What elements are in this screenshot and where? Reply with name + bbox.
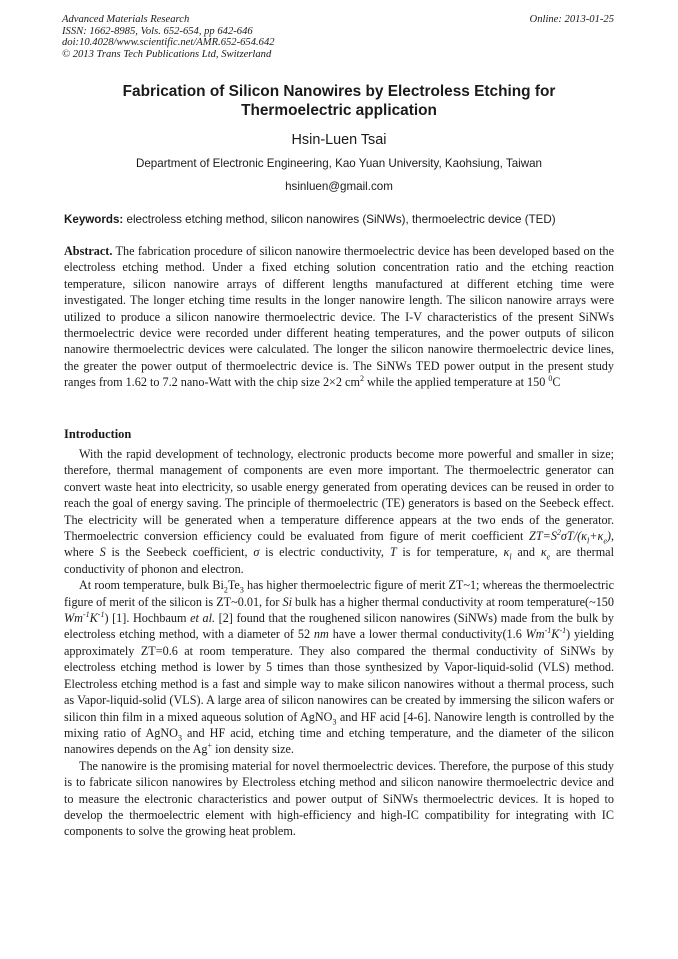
- intro-p2-sub-3: 3: [332, 716, 337, 726]
- et-al: et al.: [190, 611, 216, 626]
- intro-p2-text-g: have a lower thermal conductivity(1.6: [328, 627, 526, 642]
- intro-p2-sub-2: 3: [239, 585, 244, 595]
- symbol-t: T: [389, 545, 397, 560]
- unit-2-sup-2: -1: [559, 626, 567, 636]
- introduction-body: [64, 446, 614, 840]
- copyright-line: © 2013 Trans Tech Publications Ltd, Switzerland: [62, 48, 272, 60]
- section-heading-introduction: Introduction: [64, 427, 132, 441]
- abstract-sup-2: 0: [548, 374, 553, 384]
- formula-sup: 2: [556, 527, 561, 537]
- unit-1-sup-1: -1: [82, 610, 90, 619]
- keywords-text: electroless etching method, silicon nanowires (SiNWs), thermoelectric device (TED): [123, 213, 556, 226]
- author-email: hsinluen@gmail.com: [285, 180, 393, 193]
- intro-p2-sub-4: 3: [177, 733, 182, 743]
- symbol-si: Si: [282, 594, 292, 609]
- symbol-kappa-l-sub: l: [509, 552, 512, 562]
- intro-paragraph-2: [64, 577, 614, 757]
- formula-part-c: +κ: [589, 529, 604, 544]
- intro-p2-text-c: has higher thermoelectric figure of merit ZT~1; whereas the thermoelectric figure of merit of the silicon is ZT~0.01, for: [64, 578, 614, 609]
- paper-title: Fabrication of Silicon Nanowires by Electroless Etching for Thermoelectric application: [122, 83, 556, 119]
- intro-paragraph-3: The nanowire is the promising material for novel thermoelectric devices. Therefore, the purpose of this study is to fabricate silicon nanowires by Electroless etching method and silicon nanowire thermoelectric device and to measure the electronic characteristics and power output of SiNWs thermoelectric devices. It is hoped to develop the thermoelectric element with high-efficiency and high-IC compatibility for integrating with IC components to solve the growing heat problem.: [64, 758, 614, 839]
- unit-2-a: Wm: [525, 627, 545, 642]
- keywords-line: [64, 213, 624, 227]
- formula-part-d: ): [606, 529, 611, 544]
- intro-p2-text-d: bulk has a higher thermal conductivity at room temperature(~150: [291, 594, 614, 609]
- unit-2: [526, 627, 566, 641]
- intro-p2-text-j: and HF acid, etching time and etching temperature, and the diameter of the silicon nanowires depends on the Ag: [64, 725, 614, 757]
- abstract-label: Abstract.: [64, 244, 113, 258]
- unit-1-a: Wm: [64, 611, 83, 626]
- abstract-text-2: while the applied temperature at 150: [363, 375, 549, 390]
- intro-p1-text-e: is for temperature,: [396, 545, 504, 560]
- journal-header: [62, 14, 275, 60]
- formula-part-b: σT/(κ: [560, 529, 588, 544]
- intro-p1-text-c: is the Seebeck coefficient,: [105, 545, 254, 560]
- abstract-text-1: The fabrication procedure of silicon nanowire thermoelectric device has been developed based on the electroless etching method. Under a fixed etching solution concentration ratio and the etching reaction temperature, silicon nanowire arrays of different lengths manufactured at different etching time were investigated. The longer etching time results in the longer nanowire length. The silicon nanowire arrays were utilized to produce a silicon nanowire thermoelectric device. The I-V characteristics of the present SiNWs thermoelectric device were recorded under different heating temperatures, and the power outputs of silicon nanowire thermoelectric devices were calculated. The longer the silicon nanowire thermoelectric device lines, the greater the power output of thermoelectric device is. The SiNWs TED power output in the present study ranges from 1.62 to 7.2 nano-Watt with the chip size 2×2 cm: [64, 244, 614, 390]
- abstract-sup-1: 2: [359, 374, 364, 384]
- symbol-kappa-l: κ: [503, 545, 510, 560]
- unit-nm: nm: [313, 627, 329, 642]
- intro-p1-text-d: is electric conductivity,: [259, 545, 390, 560]
- intro-p2-sub-1: 2: [223, 585, 228, 595]
- intro-p1-text-f: and: [511, 545, 541, 560]
- intro-p1-text-a: With the rapid development of technology, electronic products become more powerful and smaller in size; therefore, thermal management of components are even more important. The thermoelectric generator can convert waste heat into electricity, so usable energy generated from operating devices can be reused in order to reach the goal of energy saving. The principle of thermoelectric (TE) generators is based on the Seebeck effect. The electricity will be generated when a temperature difference appears at the two ends of the generator. Thermoelectric conversion efficiency could be evaluated from figure of merit coefficient: [64, 447, 614, 544]
- intro-p2-text-f: [2] found that the roughened silicon nanowires (SiNWs) made from the bulk by electroless etching method, with a diameter of 52: [64, 611, 614, 642]
- intro-paragraph-1: [64, 446, 614, 577]
- intro-p2-text-b: Te: [227, 578, 240, 593]
- intro-p2-text-k: ion density size.: [212, 742, 294, 757]
- intro-p2-text-a: At room temperature, bulk Bi: [79, 578, 224, 593]
- author-name: Hsin-Luen Tsai: [291, 132, 387, 148]
- author-affiliation: Department of Electronic Engineering, Kao Yuan University, Kaohsiung, Taiwan: [135, 157, 543, 170]
- issn-line: ISSN: 1662-8985, Vols. 652-654, pp 642-646: [62, 25, 253, 37]
- intro-p1-text-b: , where: [64, 529, 614, 560]
- intro-p2-text-e: ) [1]. Hochbaum: [104, 611, 191, 626]
- journal-name: Advanced Materials Research: [62, 14, 190, 25]
- intro-p2-text-h: ) yielding approximately ZT=0.6 at room temperature. They also compared the thermal conductivity of SiNWs by electroless etching method is lower by 5 times than those synthesized by Vapor-liquid-solid (VLS) method. Electroless etching method is a fast and simple way to make silicon nanowires without a thermal process, such as Vapor-liquid-solid (VLS). A large area of silicon nanowires can be created by immersing the silicon wafers or silicon thin film in a mixed aqueous solution of AgNO: [64, 627, 614, 724]
- symbol-sigma: σ: [253, 545, 260, 560]
- doi-line: doi:10.4028/www.scientific.net/AMR.652-654.642: [62, 37, 275, 49]
- zt-formula: [529, 527, 611, 546]
- intro-p1-text-g: are thermal conductivity of phonon and electron.: [64, 545, 614, 576]
- unit-1: [64, 611, 104, 625]
- intro-p2-text-i: and HF acid [4-6]. Nanowire length is controlled by the mixing ratio of AgNO: [64, 709, 614, 740]
- intro-p2-sup-5: +: [207, 741, 213, 751]
- abstract-paragraph: [64, 243, 614, 391]
- abstract-text-3: C: [552, 375, 561, 390]
- formula-sub-2: e: [603, 536, 607, 546]
- online-date: Online: 2013-01-25: [529, 14, 614, 25]
- symbol-kappa-e: κ: [540, 545, 547, 560]
- symbol-kappa-e-sub: e: [546, 552, 551, 562]
- formula-part-a: ZT=S: [529, 529, 557, 544]
- unit-2-sup-1: -1: [544, 626, 552, 636]
- formula-sub-1: l: [587, 536, 590, 546]
- unit-1-b: K: [89, 611, 98, 626]
- unit-1-sup-2: -1: [97, 610, 105, 619]
- keywords-label: Keywords:: [64, 213, 124, 226]
- unit-2-b: K: [551, 627, 560, 642]
- symbol-s: S: [99, 545, 106, 560]
